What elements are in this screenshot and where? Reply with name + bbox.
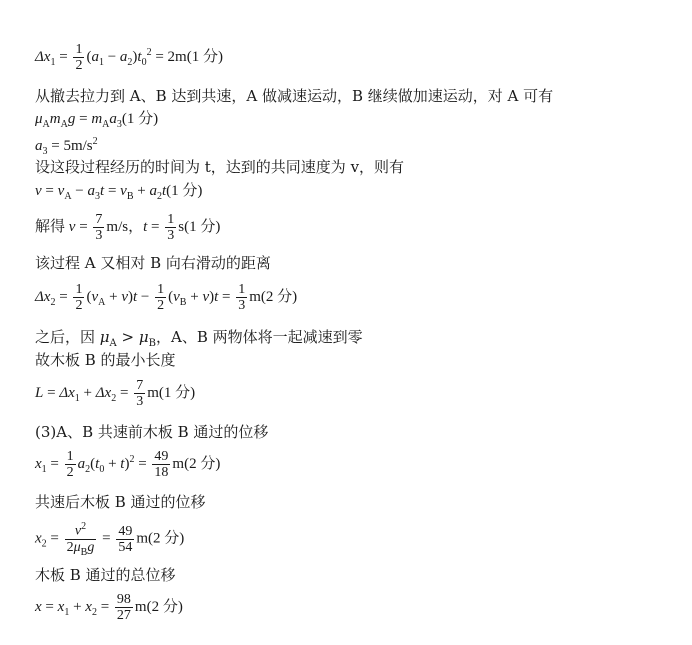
formula-common-velocity: $v = v_A - a_3t = v_B + a_2t(1$ 分) — [35, 183, 203, 202]
text-line-10: 之后，因 $\mu_A > \mu_B$，A、B 两物体将一起减速到零 — [35, 328, 363, 349]
text-line-15: 共速后木板 B 通过的位移 — [35, 493, 206, 511]
formula-friction-a: $\mu_Am_Ag = m_Aa_3(1$ 分) — [35, 111, 159, 130]
formula-x1: $x_1$ = $\frac{1}{2}$ $a_2(t_0 + t)^2$ = $\frac{49}{18}$ m(2 分) — [35, 449, 221, 480]
text-line-11: 故木板 B 的最小长度 — [35, 351, 176, 369]
formula-delta-x1: $\Delta x_1$ = $\frac{1}{2}$ $(a_1 - a_2)t_0^2 = 2m(1$ 分) — [35, 42, 223, 73]
formula-x2: $x_2$ = $\frac{v^2}{2\mu_Bg}$ = $\frac{49}{54}$ m(2 分) — [35, 521, 185, 558]
formula-min-length: $L = \Delta x_1 + \Delta x_2$ = $\frac{7}{3}$ m(1 分) — [35, 378, 196, 409]
text-line-13: (3)A、B 共速前木板 B 通过的位移 — [35, 423, 269, 441]
formula-total-displacement: $x = x_1 + x_2$ = $\frac{98}{27}$ m(2 分) — [35, 592, 183, 623]
text-line-8: 该过程 A 又相对 B 向右滑动的距离 — [35, 254, 271, 272]
formula-a3: $a_3 = 5m/s^2$ — [35, 136, 98, 157]
formula-solution-v-t: 解得 v = $\frac{7}{3}$ m/s，t = $\frac{1}{3}$ s(1 分) — [35, 212, 221, 243]
text-line-2: 从撤去拉力到 A、B 达到共速，A 做减速运动，B 继续做加速运动，对 A 可有 — [35, 87, 554, 105]
text-line-5: 设这段过程经历的时间为 t，达到的共同速度为 v，则有 — [35, 158, 405, 176]
formula-delta-x2: $\Delta x_2$ = $\frac{1}{2}$ $(v_A + v)t$ − $\frac{1}{2}$ $(v_B + v)t$ = $\frac{1}{3}$ m(2 分) — [35, 282, 298, 313]
text-line-17: 木板 B 通过的总位移 — [35, 566, 176, 584]
